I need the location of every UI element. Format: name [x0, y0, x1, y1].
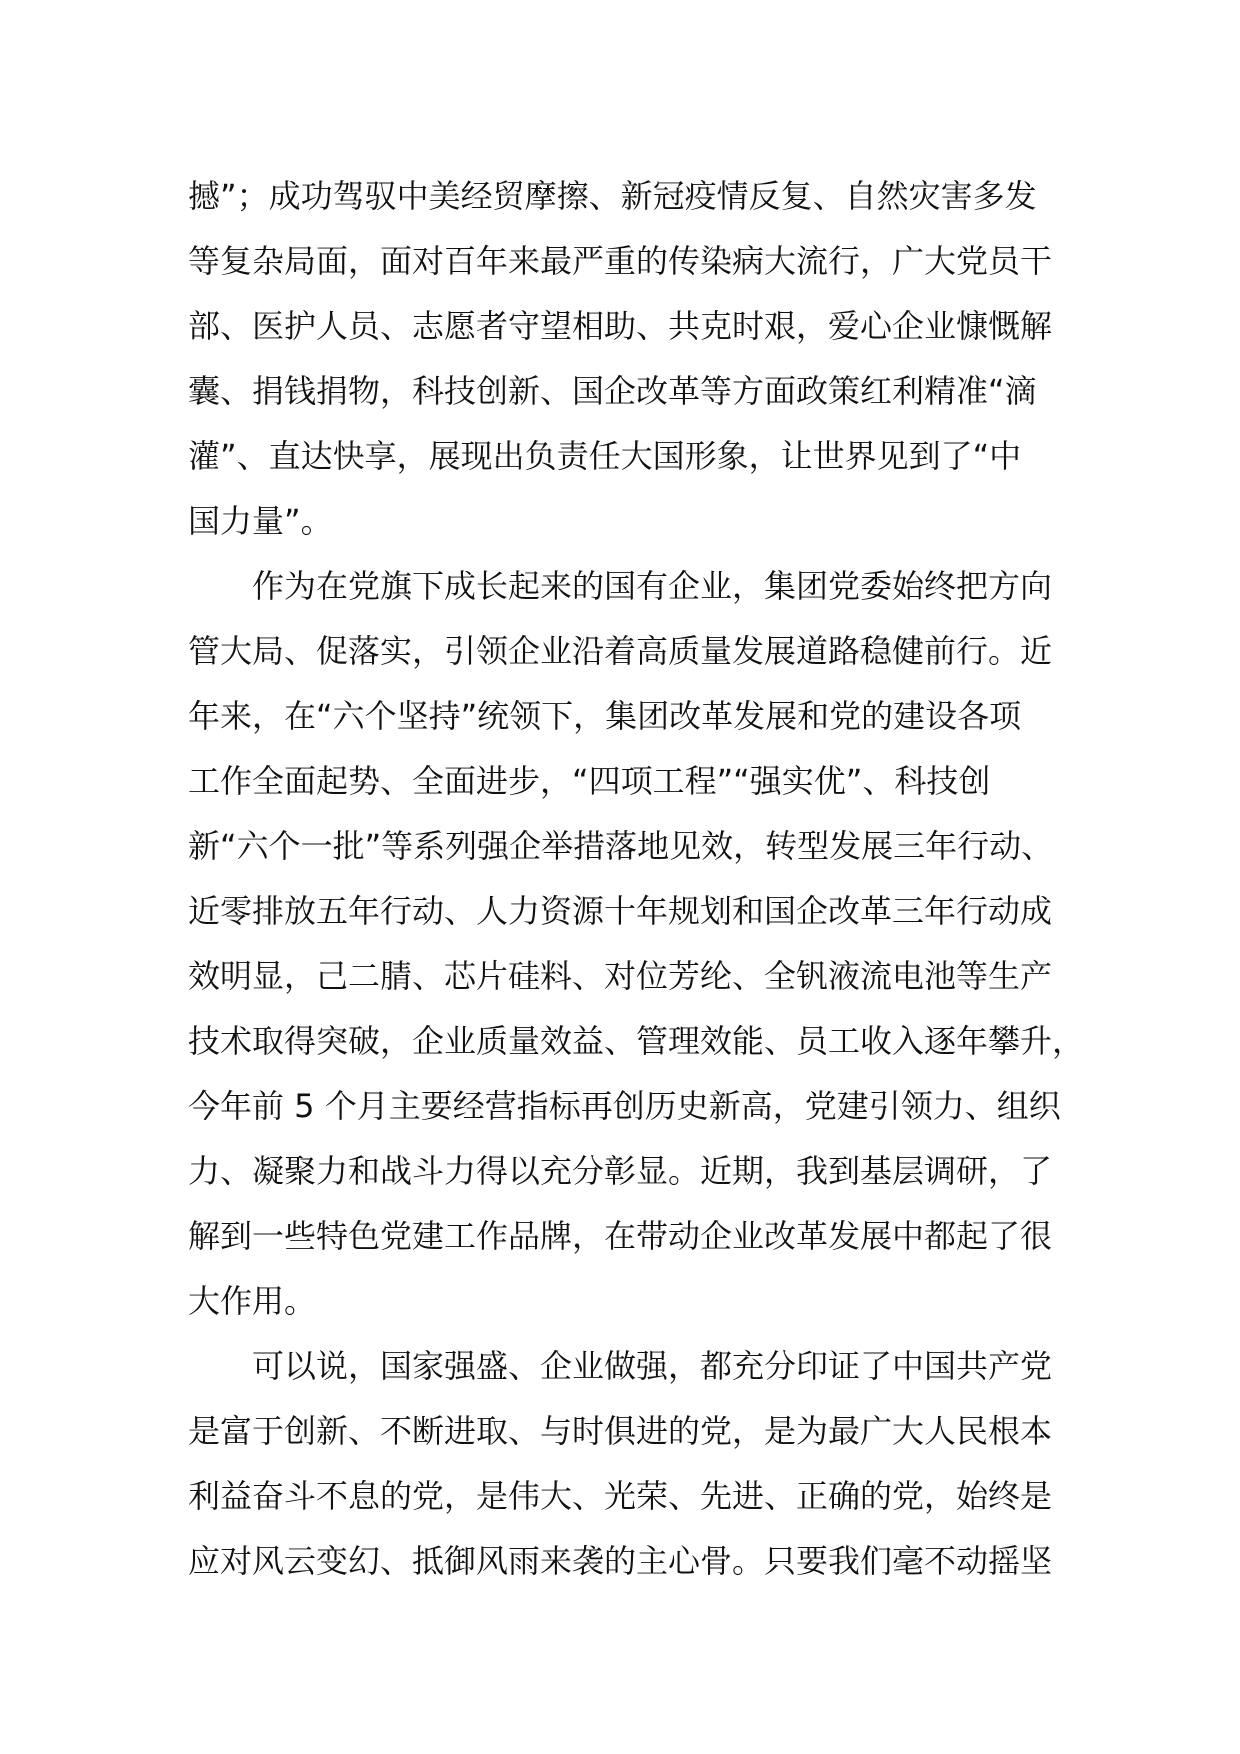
text-line: 等复杂局面，面对百年来最严重的传染病大流行，广大党员干	[188, 242, 1053, 280]
text-line: 撼”；成功驾驭中美经贸摩擦、新冠疫情反复、自然灾害多发	[188, 177, 1037, 215]
text-line: 应对风云变幻、抵御风雨来袭的主心骨。只要我们毫不动摇坚	[188, 1542, 1053, 1580]
text-line: 是富于创新、不断进取、与时俱进的党，是为最广大人民根本	[188, 1412, 1053, 1450]
text-line: 年来，在“六个坚持”统领下，集团改革发展和党的建设各项	[188, 697, 1022, 735]
text-line: 部、医护人员、志愿者守望相助、共克时艰，爱心企业慷慨解	[188, 307, 1053, 345]
text-line: 工作全面起势、全面进步，“四项工程”“强实优”、科技创	[188, 762, 991, 800]
text-line: 大作用。	[188, 1282, 317, 1320]
text-line: 力、凝聚力和战斗力得以充分彰显。近期，我到基层调研，了	[188, 1152, 1053, 1190]
text-line: 管大局、促落实，引领企业沿着高质量发展道路稳健前行。近	[188, 632, 1053, 670]
text-line: 技术取得突破，企业质量效益、管理效能、员工收入逐年攀升，	[188, 1022, 1085, 1060]
text-line: 新“六个一批”等系列强企举措落地见效，转型发展三年行动、	[188, 827, 1054, 865]
document-body	[188, 164, 1085, 1594]
text-line: 今年前 5 个月主要经营指标再创历史新高，党建引领力、组织	[188, 1087, 1061, 1125]
paragraph	[188, 164, 1068, 554]
text-line: 可以说，国家强盛、企业做强，都充分印证了中国共产党	[252, 1347, 1053, 1385]
text-line: 利益奋斗不息的党，是伟大、光荣、先进、正确的党，始终是	[188, 1477, 1053, 1515]
text-line: 国力量”。	[188, 502, 333, 540]
text-line: 解到一些特色党建工作品牌，在带动企业改革发展中都起了很	[188, 1217, 1053, 1255]
text-line: 灌”、直达快享，展现出负责任大国形象，让世界见到了“中	[188, 437, 1022, 475]
text-line: 作为在党旗下成长起来的国有企业，集团党委始终把方向	[252, 567, 1053, 605]
paragraph	[188, 1334, 1068, 1594]
text-line: 囊、捐钱捐物，科技创新、国企改革等方面政策红利精准“滴	[188, 372, 1037, 410]
text-line: 效明显，己二腈、芯片硅料、对位芳纶、全钒液流电池等生产	[188, 957, 1053, 995]
paragraph	[188, 554, 1085, 1334]
text-line: 近零排放五年行动、人力资源十年规划和国企改革三年行动成	[188, 892, 1053, 930]
